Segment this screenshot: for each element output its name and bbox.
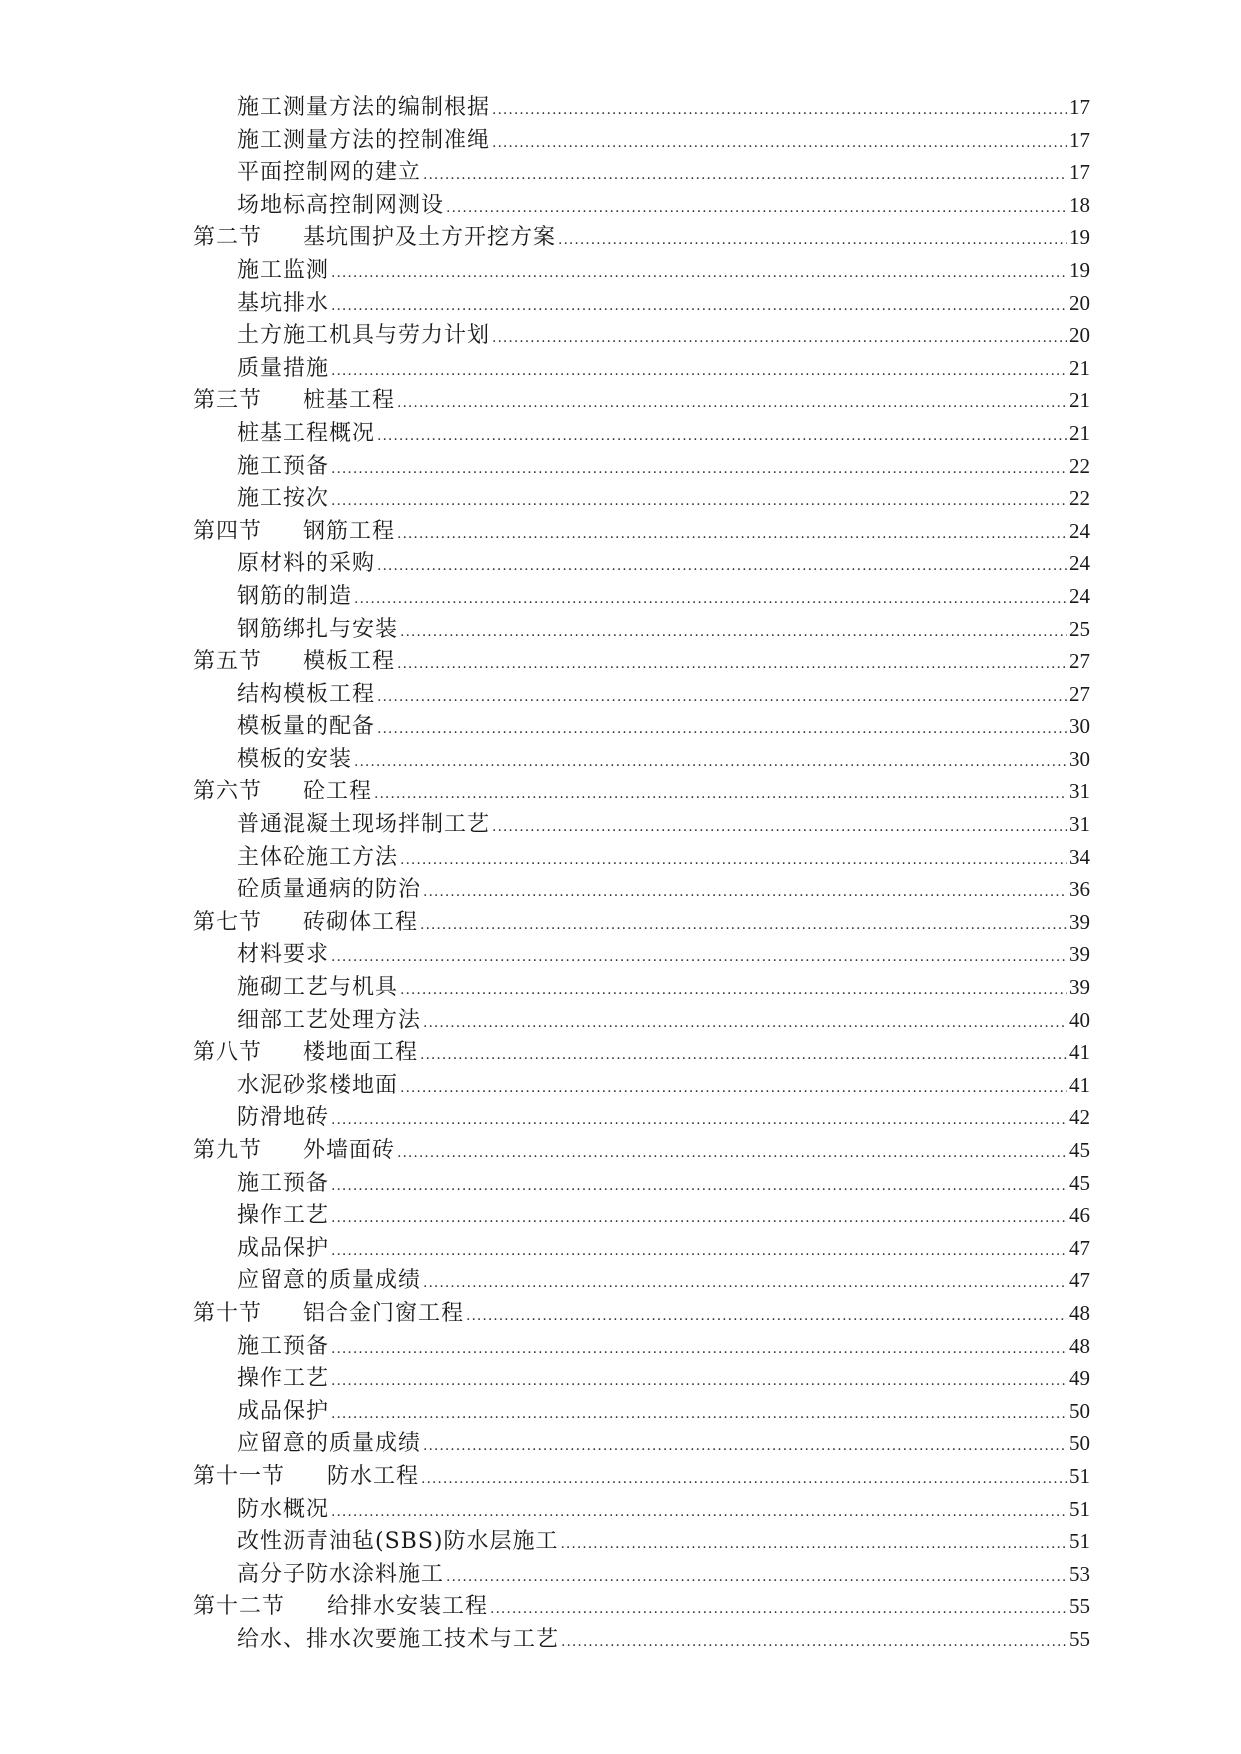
toc-subentry[interactable] (193, 1329, 1090, 1362)
toc-dot-leader (331, 1504, 1067, 1520)
toc-subentry[interactable] (193, 1492, 1090, 1525)
toc-subentry[interactable] (193, 1231, 1090, 1264)
toc-dot-leader (492, 819, 1067, 835)
toc-entry-title: 原材料的采购 (237, 551, 376, 577)
toc-subentry[interactable] (193, 90, 1090, 123)
toc-page-number: 19 (1069, 225, 1090, 250)
toc-entry-title: 防水工程 (327, 1463, 420, 1489)
toc-entry-title: 普通混凝土现场拌制工艺 (237, 812, 491, 838)
toc-dot-leader (331, 265, 1067, 281)
toc-page-number: 24 (1069, 518, 1090, 543)
toc-subentry[interactable] (193, 677, 1090, 710)
toc-dot-leader (331, 1373, 1067, 1389)
toc-dot-leader (354, 754, 1067, 770)
toc-subentry[interactable] (193, 1524, 1090, 1557)
toc-dot-leader (331, 298, 1067, 314)
toc-section-number: 第六节 (193, 779, 263, 805)
toc-dot-leader (420, 1047, 1067, 1063)
toc-dot-leader (423, 1275, 1067, 1291)
toc-section-number: 第四节 (193, 518, 263, 544)
toc-dot-leader (466, 1308, 1067, 1324)
toc-dot-leader (423, 1438, 1067, 1454)
toc-subentry[interactable] (193, 937, 1090, 970)
toc-dot-leader (446, 200, 1067, 216)
toc-dot-leader (331, 1341, 1067, 1357)
toc-section-entry[interactable] (193, 905, 1090, 938)
toc-page-number: 20 (1069, 290, 1090, 315)
toc-page-number: 45 (1069, 1138, 1090, 1162)
toc-section-number: 第十节 (193, 1300, 263, 1326)
toc-dot-leader (331, 461, 1067, 477)
toc-subentry[interactable] (193, 970, 1090, 1003)
toc-entry-title: 结构模板工程 (237, 681, 376, 707)
toc-page-number: 51 (1069, 1496, 1090, 1521)
toc-subentry[interactable] (193, 286, 1090, 319)
toc-subentry[interactable] (193, 351, 1090, 384)
toc-subentry[interactable] (193, 481, 1090, 514)
toc-page-number: 50 (1069, 1398, 1090, 1423)
toc-page-number: 39 (1069, 909, 1090, 934)
toc-subentry[interactable] (193, 709, 1090, 742)
toc-page-number: 21 (1069, 355, 1090, 380)
toc-dot-leader (397, 656, 1067, 672)
toc-section-entry[interactable] (193, 774, 1090, 807)
toc-page-number: 17 (1069, 160, 1090, 185)
toc-dot-leader (377, 689, 1067, 705)
toc-dot-leader (492, 330, 1067, 346)
toc-entry-title: 高分子防水涂料施工 (237, 1561, 445, 1587)
toc-entry-title: 主体砼施工方法 (237, 844, 399, 870)
toc-entry-title: 砖砌体工程 (303, 909, 419, 935)
toc-entry-title: 施工测量方法的控制准绳 (237, 127, 491, 153)
toc-page-number: 30 (1069, 746, 1090, 771)
toc-subentry[interactable] (193, 612, 1090, 645)
toc-dot-leader (492, 135, 1067, 151)
toc-entry-title: 施工预备 (237, 453, 330, 479)
toc-page-number: 55 (1069, 1626, 1090, 1651)
toc-entry-title: 钢筋工程 (303, 518, 396, 544)
toc-page-number: 55 (1069, 1594, 1090, 1619)
toc-subentry[interactable] (193, 318, 1090, 351)
toc-dot-leader (423, 1015, 1067, 1031)
toc-entry-title: 成品保护 (237, 1398, 330, 1424)
toc-page-number: 30 (1069, 714, 1090, 739)
toc-page-number: 20 (1069, 323, 1090, 348)
toc-dot-leader (423, 884, 1067, 900)
toc-section-entry[interactable] (193, 383, 1090, 416)
toc-page-number: 22 (1069, 486, 1090, 511)
toc-entry-title: 施工预备 (237, 1333, 330, 1359)
toc-subentry[interactable] (193, 1361, 1090, 1394)
toc-entry-title: 施工按次 (237, 486, 330, 512)
toc-page-number: 48 (1069, 1300, 1090, 1325)
toc-entry-title: 防滑地砖 (237, 1105, 330, 1131)
toc-subentry[interactable] (193, 1557, 1090, 1590)
toc-entry-title: 砼工程 (303, 779, 373, 805)
toc-page-number: 39 (1069, 942, 1090, 967)
toc-page-number: 50 (1069, 1431, 1090, 1456)
toc-dot-leader (400, 624, 1067, 640)
toc-section-number: 第五节 (193, 649, 263, 675)
toc-dot-leader (397, 395, 1067, 411)
toc-page-number: 53 (1069, 1561, 1090, 1586)
toc-subentry[interactable] (193, 1426, 1090, 1459)
toc-entry-title: 土方施工机具与劳力计划 (237, 323, 491, 349)
toc-subentry[interactable] (193, 155, 1090, 188)
toc-dot-leader (420, 917, 1067, 933)
toc-page-number: 27 (1069, 681, 1090, 706)
toc-dot-leader (331, 493, 1067, 509)
toc-entry-title: 操作工艺 (237, 1366, 330, 1392)
toc-entry-title: 防水概况 (237, 1496, 330, 1522)
toc-dot-leader (331, 1210, 1067, 1226)
toc-dot-leader (377, 721, 1067, 737)
toc-entry-title: 基坑围护及土方开挖方案 (303, 225, 557, 251)
toc-dot-leader (377, 428, 1067, 444)
toc-section-entry[interactable] (193, 1589, 1090, 1622)
toc-page-number: 22 (1069, 453, 1090, 478)
toc-page-number: 51 (1069, 1463, 1090, 1488)
toc-entry-title: 钢筋的制造 (237, 583, 353, 609)
toc-dot-leader (400, 852, 1067, 868)
toc-entry-title: 铝合金门窗工程 (303, 1300, 465, 1326)
toc-page-number: 40 (1069, 1007, 1090, 1032)
toc-subentry[interactable] (193, 1068, 1090, 1101)
toc-page-number: 24 (1069, 583, 1090, 608)
toc-page-number: 39 (1069, 975, 1090, 1000)
toc-page-number: 49 (1069, 1366, 1090, 1391)
toc-entry-title: 模板量的配备 (237, 714, 376, 740)
toc-entry-title: 细部工艺处理方法 (237, 1007, 422, 1033)
toc-entry-title: 场地标高控制网测设 (237, 192, 445, 218)
toc-dot-leader (377, 558, 1067, 574)
toc-dot-leader (354, 591, 1067, 607)
toc-subentry[interactable] (193, 742, 1090, 775)
toc-page-number: 21 (1069, 388, 1090, 413)
toc-dot-leader (561, 1634, 1067, 1650)
toc-dot-leader (331, 1178, 1067, 1194)
toc-entry-title: 楼地面工程 (303, 1040, 419, 1066)
toc-subentry[interactable] (193, 253, 1090, 286)
toc-entry-title: 改性沥青油毡(SBS)防水层施工 (237, 1529, 559, 1555)
toc-section-number: 第七节 (193, 909, 263, 935)
toc-page-number: 31 (1069, 779, 1090, 804)
toc-entry-title: 成品保护 (237, 1235, 330, 1261)
toc-page-number: 19 (1069, 257, 1090, 282)
toc-subentry[interactable] (193, 449, 1090, 482)
toc-subentry[interactable] (193, 872, 1090, 905)
toc-dot-leader (331, 363, 1067, 379)
toc-entry-title: 模板工程 (303, 649, 396, 675)
toc-entry-title: 给排水安装工程 (327, 1594, 489, 1620)
toc-section-number: 第十二节 (193, 1594, 286, 1620)
toc-page-number: 27 (1069, 649, 1090, 674)
toc-page-number: 47 (1069, 1235, 1090, 1260)
toc-entry-title: 桩基工程概况 (237, 420, 376, 446)
toc-subentry[interactable] (193, 188, 1090, 221)
toc-entry-title: 施工测量方法的编制根据 (237, 95, 491, 120)
toc-subentry[interactable] (193, 1198, 1090, 1231)
toc-page-number: 45 (1069, 1170, 1090, 1195)
toc-dot-leader (446, 1569, 1067, 1585)
toc-page-number: 18 (1069, 192, 1090, 217)
toc-dot-leader (331, 1406, 1067, 1422)
toc-section-entry[interactable] (193, 514, 1090, 547)
toc-section-entry[interactable] (193, 220, 1090, 253)
toc-page-number: 48 (1069, 1333, 1090, 1358)
toc-page-number: 17 (1069, 95, 1090, 119)
toc-section-entry[interactable] (193, 1459, 1090, 1492)
toc-dot-leader (400, 982, 1067, 998)
toc-entry-title: 基坑排水 (237, 290, 330, 316)
toc-dot-leader (331, 1243, 1067, 1259)
toc-page-number: 25 (1069, 616, 1090, 641)
toc-subentry[interactable] (193, 1003, 1090, 1036)
toc-entry-title: 施工预备 (237, 1170, 330, 1196)
toc-section-entry[interactable] (193, 1296, 1090, 1329)
toc-page-number: 36 (1069, 877, 1090, 902)
toc-section-entry[interactable] (193, 1035, 1090, 1068)
toc-dot-leader (397, 526, 1067, 542)
toc-page-number: 47 (1069, 1268, 1090, 1293)
toc-page-number: 46 (1069, 1203, 1090, 1228)
toc-page-number: 17 (1069, 127, 1090, 152)
toc-page-number: 31 (1069, 812, 1090, 837)
toc-entry-title: 给水、排水次要施工技术与工艺 (237, 1626, 560, 1652)
toc-page-number: 42 (1069, 1105, 1090, 1130)
toc-subentry[interactable] (193, 579, 1090, 612)
toc-section-number: 第十一节 (193, 1463, 286, 1489)
toc-entry-title: 模板的安装 (237, 746, 353, 772)
toc-dot-leader (400, 1080, 1067, 1096)
toc-dot-leader (331, 1112, 1067, 1128)
toc-section-number: 第九节 (193, 1138, 263, 1163)
toc-subentry[interactable] (193, 1263, 1090, 1296)
toc-dot-leader (560, 1536, 1067, 1552)
toc-dot-leader (331, 949, 1067, 965)
toc-page-number: 51 (1069, 1529, 1090, 1554)
toc-entry-title: 材料要求 (237, 942, 330, 968)
toc-subentry[interactable] (193, 1166, 1090, 1199)
toc-subentry[interactable] (193, 416, 1090, 449)
toc-section-number: 第二节 (193, 225, 263, 251)
toc-entry-title: 应留意的质量成绩 (237, 1431, 422, 1457)
toc-entry-title: 水泥砂浆楼地面 (237, 1072, 399, 1098)
toc-page-number: 41 (1069, 1072, 1090, 1097)
toc-subentry[interactable] (193, 840, 1090, 873)
toc-section-number: 第三节 (193, 388, 263, 414)
toc-subentry[interactable] (193, 1100, 1090, 1133)
toc-dot-leader (558, 232, 1067, 248)
toc-dot-leader (492, 102, 1067, 118)
toc-entry-title: 桩基工程 (303, 388, 396, 414)
toc-subentry[interactable] (193, 1394, 1090, 1427)
toc-entry-title: 平面控制网的建立 (237, 160, 422, 186)
toc-entry-title: 砼质量通病的防治 (237, 877, 422, 903)
toc-entry-title: 施砌工艺与机具 (237, 975, 399, 1001)
toc-entry-title: 质量措施 (237, 355, 330, 381)
toc-dot-leader (490, 1601, 1067, 1617)
toc-entry-title: 施工监测 (237, 257, 330, 283)
toc-page-number: 34 (1069, 844, 1090, 869)
toc-entry-title: 操作工艺 (237, 1203, 330, 1229)
toc-section-number: 第八节 (193, 1040, 263, 1066)
toc-dot-leader (374, 786, 1067, 802)
toc-dot-leader (423, 167, 1067, 183)
toc-entry-title: 钢筋绑扎与安装 (237, 616, 399, 642)
toc-subentry[interactable] (193, 123, 1090, 156)
toc-dot-leader (397, 1145, 1067, 1161)
toc-section-entry[interactable] (193, 644, 1090, 677)
toc-entry-title: 应留意的质量成绩 (237, 1268, 422, 1294)
toc-subentry[interactable] (193, 546, 1090, 579)
toc-section-entry[interactable] (193, 1133, 1090, 1166)
table-of-contents (193, 90, 1090, 1655)
toc-page-number: 41 (1069, 1040, 1090, 1065)
toc-entry-title: 外墙面砖 (303, 1138, 396, 1163)
toc-subentry[interactable] (193, 807, 1090, 840)
toc-subentry[interactable] (193, 1622, 1090, 1655)
toc-dot-leader (421, 1471, 1067, 1487)
toc-page-number: 24 (1069, 551, 1090, 576)
toc-page-number: 21 (1069, 420, 1090, 445)
